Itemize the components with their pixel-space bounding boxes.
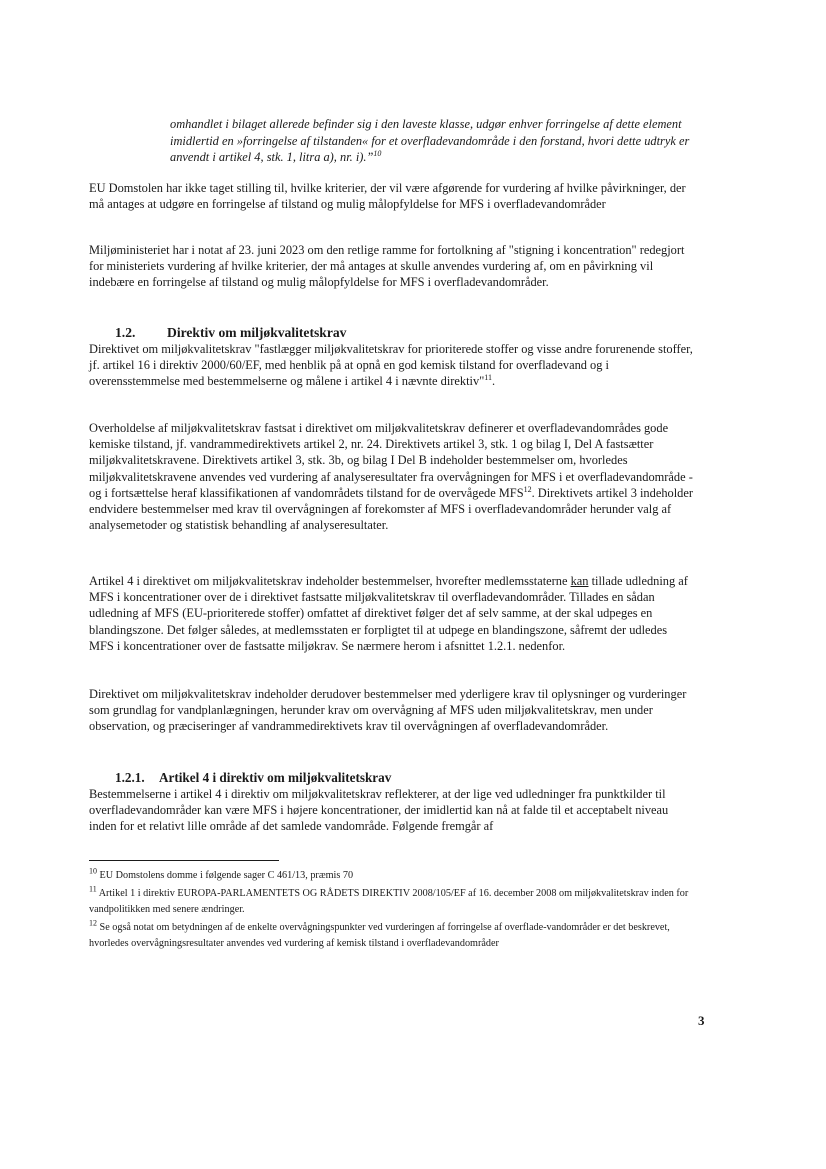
paragraph-4-end: . Direktivets artikel 3 indeholder endvidere bestemmelser med krav til overvågningen af forekomster af MFS i overfladevandområder herunder valg af analysemetoder og statistisk behandling af analyseresultater.: [89, 485, 693, 533]
paragraph-5: [89, 573, 694, 654]
paragraph-1: EU Domstolen har ikke taget stilling til, hvilke kriterier, der vil være afgørende for vurdering af hvilke påvirkninger, der må antages at udgøre en forringelse af tilstand og mulig målopfyldelse for MFS i overfladevandområder: [89, 181, 686, 212]
block-quote: [170, 116, 690, 166]
footnote-number: 10: [89, 866, 97, 876]
paragraph-6: Direktivet om miljøkvalitetskrav indeholder derudover bestemmelser med yderligere krav til oplysninger og vurderinger som grundlag for vandplanlægningen, herunder krav om overvågning af MFS uden miljøkvalitetskrav, men under observation, og præciseringer af vandrammedirektivets krav til overvågningen af overfladevandområder.: [89, 687, 687, 734]
footnote-separator: [89, 860, 279, 861]
paragraph-2: Miljøministeriet har i notat af 23. juni 2023 om den retlige ramme for fortolkning af "stigning i koncentration" redegjort for ministeriets vurdering af hvilke kriterier, der må antages at skulle anvendes vurdering af, om en påvirkning vil indebære en forringelse af tilstand og mulig målopfyldelse for MFS i overfladevandområder.: [89, 243, 685, 290]
footnote-ref-11: 11: [484, 373, 492, 383]
page-number: 3: [698, 1013, 705, 1028]
footnote-12: [89, 920, 689, 952]
subsection-title: Artikel 4 i direktiv om miljøkvalitetskrav: [159, 770, 392, 785]
section-heading-1-2: [115, 325, 346, 341]
paragraph-3-text: Direktivet om miljøkvalitetskrav "fastlægger miljøkvalitetskrav for prioriterede stoffer og visse andre forurenende stoffer, jf. artikel 16 i direktiv 2000/60/EF, med henblik på at opnå en god kemisk tilstand for overfladevand og i overensstemmelse med bestemmelserne og målene i artikel 4 i nævnte direktiv": [89, 342, 693, 389]
section-title: Direktiv om miljøkvalitetskrav: [167, 325, 347, 340]
paragraph-4-text: Overholdelse af miljøkvalitetskrav fastsat i direktivet om miljøkvalitetskrav definerer et overfladevandområdes gode kemiske tilstand, jf. vandrammedirektivets artikel 2, nr. 24. Direktivets artikel 3, stk. 1 og bilag I, Del A fastsætter miljøkvalitetskravene. Direktivets artikel 3, stk. 3b, og bilag I Del B indeholder bestemmelser om, hvorledes miljøkvalitetskravene anvendes ved vurdering af analyseresultater fra overvågningen for MFS i et overfladevandområde - og i fortsættelse heraf klassifikationen af vandområdets tilstand for de overvågede MFS: [89, 421, 693, 500]
footnote-ref-10: 10: [373, 149, 382, 159]
subsection-number: 1.2.1.: [115, 770, 145, 785]
footnote-number: 12: [89, 918, 97, 928]
quote-text: omhandlet i bilaget allerede befinder sig i den laveste klasse, udgør enhver forringelse af dette element imidlertid en »forringelse af tilstanden« for et overfladevandområde i den forstand, hvori dette udtryk er anvendt i artikel 4, stk. 1, litra a), nr. i).”: [170, 117, 690, 165]
footnote-text: EU Domstolens domme i følgende sager C 461/13, præmis 70: [99, 870, 354, 881]
footnote-text: Artikel 1 i direktiv EUROPA-PARLAMENTETS OG RÅDETS DIREKTIV 2008/105/EF af 16. december 2008 om miljøkvalitetskrav inden for vandpolitikken med senere ændringer.: [89, 888, 689, 915]
section-number: 1.2.: [115, 325, 136, 340]
underlined-word-kan: kan: [570, 574, 589, 588]
paragraph-5-rest: tillade udledning af MFS i koncentrationer over de i direktivet fastsatte miljøkvalitetskrav til overfladevandområder. Tillades en sådan udledning af MFS (EU-prioriterede stoffer) omfattet af direktivet følger det af selv samme, at der skal udpeges en blandingszone. Det følger således, at medlemsstaten er forpligtet til at udpege en blandingszone, såfremt der udledes MFS i koncentrationer over de fastsatte miljøkrav. Se nærmere herom i afsnittet 1.2.1. nedenfor.: [89, 574, 688, 653]
footnote-text: Se også notat om betydningen af de enkelte overvågningspunkter ved vurderingen af forringelse af overflade-vandområder er det beskrevet, hvorledes overvågningsresultater anvendes ved vurdering af kemisk tilstand i overfladevandområder: [89, 922, 670, 949]
paragraph-4: [89, 420, 694, 533]
paragraph-3: [89, 341, 694, 390]
footnotes: [89, 868, 689, 954]
paragraph-3-end: .: [491, 374, 496, 389]
footnote-number: 11: [89, 884, 97, 894]
paragraph-7: Bestemmelserne i artikel 4 i direktiv om miljøkvalitetskrav reflekterer, at der lige ved udledninger fra punktkilder til overfladevandområder kan være MFS i højere koncentrationer, der imidlertid kan nå at falde til et acceptabelt niveau inden for et relativt lille område af det samlede vandområde. Følgende fremgår af: [89, 787, 669, 834]
section-heading-1-2-1: [115, 770, 391, 786]
footnote-11: [89, 886, 689, 918]
footnote-10: [89, 868, 689, 884]
paragraph-5-start: Artikel 4 i direktivet om miljøkvalitetskrav indeholder bestemmelser, hvorefter medlemsstaterne: [89, 574, 571, 588]
footnote-ref-12: 12: [523, 484, 532, 494]
